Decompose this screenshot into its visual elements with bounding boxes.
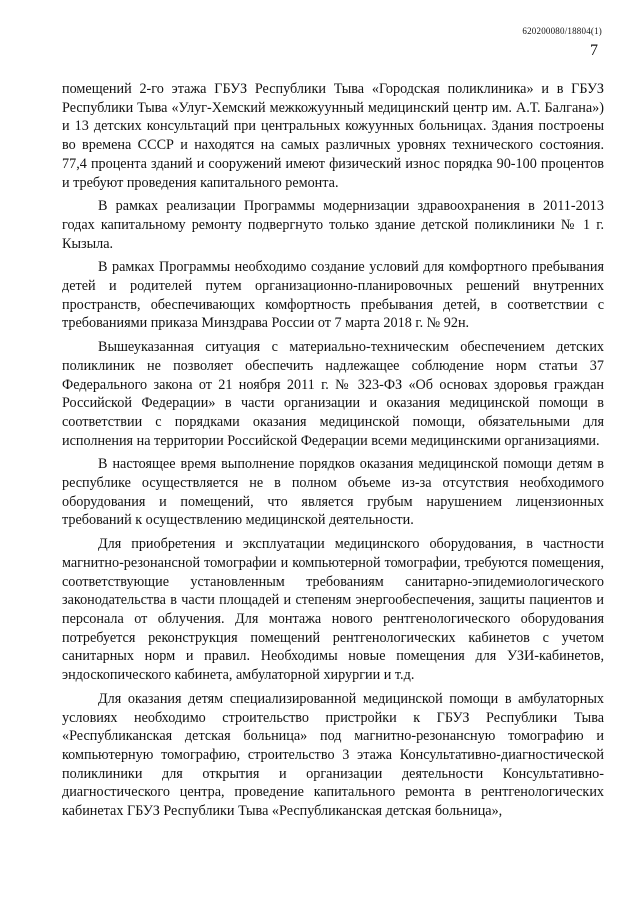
paragraph: помещений 2-го этажа ГБУЗ Республики Тыва «Городская поликлиника» и в ГБУЗ Республики Тыва «Улуг-Хемский межкожуунный медицинский центр им. А.Т. Балгана») и 13 детских консультаций при центральных кожуунных больницах. Здания построены во времена СССР и находятся на самых различных уровнях технического состояния. 77,4 процента зданий и сооружений имеют физический износ порядка 90-100 процентов и требуют проведения капитального ремонта. — [62, 81, 604, 191]
paragraph: Вышеуказанная ситуация с материально-техническим обеспечением детских поликлиник не позволяет обеспечить надлежащее соблюдение норм статьи 37 Федерального закона от 21 ноября 2011 г. № 323-ФЗ «Об основах здоровья граждан Российской Федерации» в части организации и оказания медицинской помощи в соответствии с порядками оказания медицинской помощи, обязательными для исполнения на территории Российской Федерации всеми медицинскими организациями. — [62, 339, 604, 449]
paragraph: В рамках реализации Программы модернизации здравоохранения в 2011-2013 годах капитальному ремонту подвергнуто только здание детской поликлиники № 1 г. Кызыла. — [62, 198, 604, 252]
paragraph: В рамках Программы необходимо создание условий для комфортного пребывания детей и родителей путем организационно-планировочных решений внутренних пространств, обеспечивающих комфортность пребывания детей, в соответствии с требованиями приказа Минздрава России от 7 марта 2018 г. № 92н. — [62, 259, 604, 332]
page-number: 7 — [590, 42, 598, 59]
document-id: 620200080/18804(1) — [522, 26, 602, 36]
paragraph: Для приобретения и эксплуатации медицинского оборудования, в частности магнитно-резонансной томографии и компьютерной томографии, требуются помещения, соответствующие установленным требованиям санитарно-эпидемиологического законодательства в части площадей и степеням энергообеспечения, защиты пациентов и персонала от облучения. Для монтажа нового рентгенологического оборудования потребуется реконструкция помещений рентгенологических кабинетов с учетом санитарных норм и правил. Необходимы новые помещения для УЗИ-кабинетов, эндоскопического кабинета, амбулаторной хирургии и т.д. — [62, 536, 604, 684]
paragraph: Для оказания детям специализированной медицинской помощи в амбулаторных условиях необходимо строительство пристройки к ГБУЗ Республики Тыва «Республиканская детская больница» под магнитно-резонансную томографию и компьютерную томографию, строительство 3 этажа Консультативно-диагностической поликлиники для открытия и организации деятельности Консультативно-диагностического центра, проведение капитального ремонта в рентгенологических кабинетах ГБУЗ Республики Тыва «Республиканская детская больница», — [62, 690, 604, 820]
paragraph: В настоящее время выполнение порядков оказания медицинской помощи детям в республике осуществляется не в полном объеме из-за отсутствия необходимого оборудования и помещений, что является грубым нарушением лицензионных требований к осуществлению медицинской деятельности. — [62, 456, 604, 529]
body-text — [62, 80, 604, 826]
